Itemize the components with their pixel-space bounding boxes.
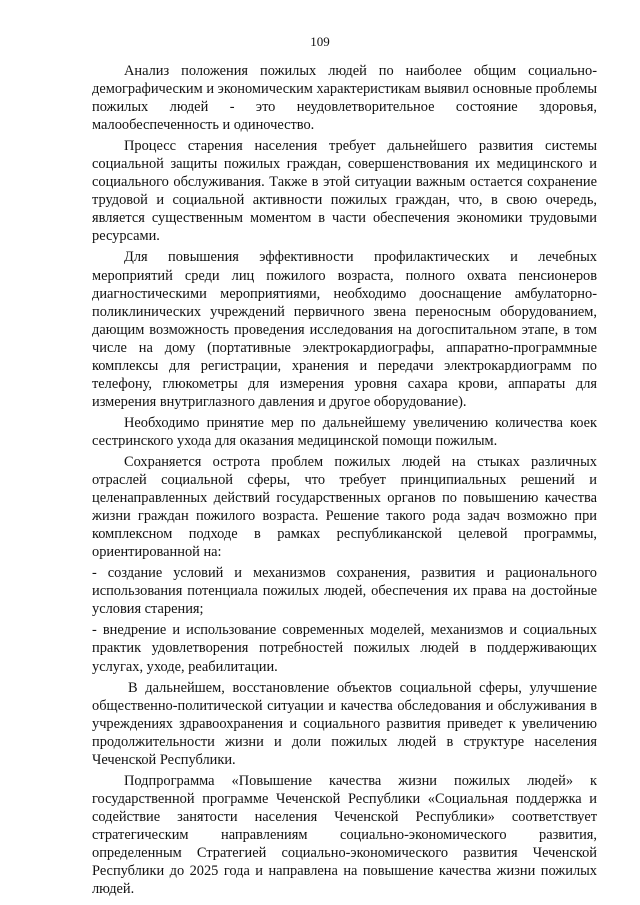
paragraph-aging-process: Процесс старения населения требует дальнейшего развития системы социальной защиты пожилых граждан, совершенствования их медицинского и социального обслуживания. Также в этой ситуации важным остается сохранение трудовой и социальной активности пожилых граждан, что, в свою очередь, является существенным моментом в части обеспечения экономики трудовыми ресурсами. (92, 138, 597, 245)
list-item-modern-models: - внедрение и использование современных моделей, механизмов и социальных практик удовлетворения потребностей пожилых людей в поддерживающих услугах, уходе, реабилитации. (92, 622, 597, 675)
paragraph-nursing-beds: Необходимо принятие мер по дальнейшему увеличению количества коек сестринского ухода для оказания медицинской помощи пожилым. (92, 414, 597, 449)
page-number: 109 (310, 34, 330, 49)
paragraph-medical-equipment: Для повышения эффективности профилактических и лечебных мероприятий среди лиц пожилого возраста, полного охвата пенсионеров диагностическими мероприятиями, необходимо дооснащение амбулаторно-поликлинических учреждений первичного звена переносным оборудованием, дающим возможность проведения исследования на догоспитальном этапе, в том числе на дому (портативные электрокардиографы, аппаратно-программные комплексы для регистрации, хранения и передачи электрокардиограмм по телефону, глюкометры для измерения уровня сахара крови, аппараты для измерения внутриглазного давления и другое оборудование). (92, 249, 597, 410)
document-body (92, 62, 597, 898)
paragraph-social-sphere-problems: Сохраняется острота проблем пожилых людей на стыках различных отраслей социальной сферы, что требует принципиальных решений и целенаправленных действий государственных органов по повышению качества жизни граждан пожилого возраста. Решение такого рода задач возможно при комплексном подходе в рамках республиканской целевой программы, ориентированной на: (92, 453, 597, 561)
paragraph-restoration: В дальнейшем, восстановление объектов социальной сферы, улучшение общественно-политической ситуации и качества обследования и обслуживания в учреждениях здравоохранения и социального развития приведет к увеличению продолжительности жизни и доли пожилых людей в структуре населения Чеченской Республики. (92, 679, 597, 768)
paragraph-subprogram: Подпрограмма «Повышение качества жизни пожилых людей» к государственной программе Чеченской Республики «Социальная поддержка и содействие занятости населения Чеченской Республики» соответствует стратегическим направлениям социально-экономического развития, определенным Стратегией социально-экономического развития Чеченской Республики до 2025 года и направлена на повышение качества жизни пожилых людей. (92, 772, 597, 898)
paragraph-elderly-analysis: Анализ положения пожилых людей по наиболее общим социально-демографическим и экономическим характеристикам выявил основные проблемы пожилых людей - это неудовлетворительное состояние здоровья, малообеспеченность и одиночество. (92, 63, 597, 134)
list-item-conditions: - создание условий и механизмов сохранения, развития и рационального использования потенциала пожилых людей, обеспечения их права на достойные условия старения; (92, 565, 597, 618)
